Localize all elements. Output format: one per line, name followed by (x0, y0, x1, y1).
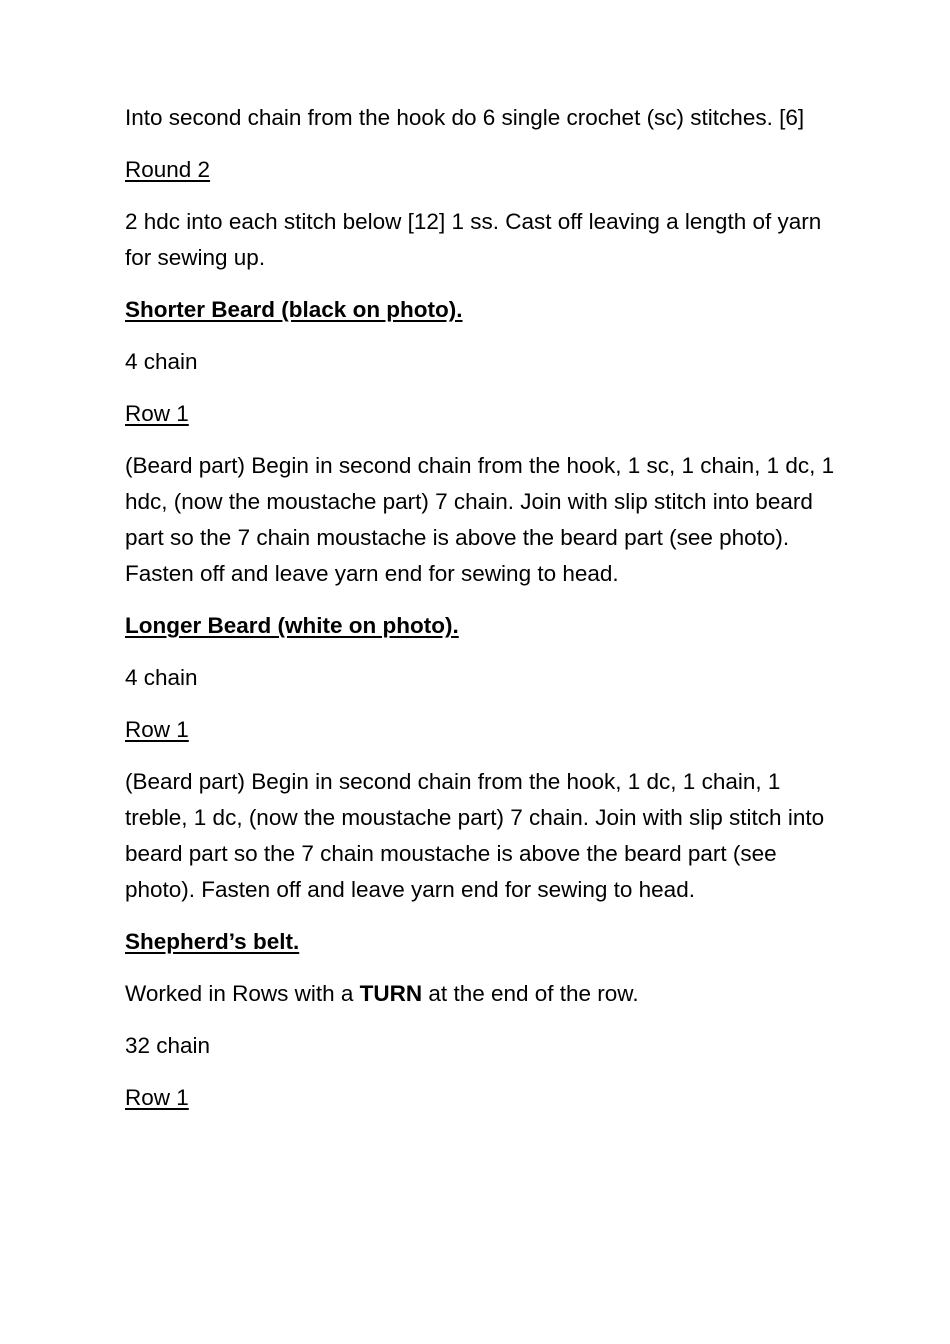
shorter-beard-row-label: Row 1 (125, 401, 189, 426)
rows-note-after: at the end of the row. (422, 981, 639, 1006)
shorter-beard-instruction: (Beard part) Begin in second chain from the hook, 1 sc, 1 chain, 1 dc, 1 hdc, (now the moustache part) 7 chain. Join with slip stitch into beard part so the 7 chain moustache is above the beard part (see photo). Fasten off and leave yarn end for sewing to head. (125, 453, 835, 586)
shepherds-belt-chain: 32 chain (125, 1033, 211, 1058)
round1-instruction: Into second chain from the hook do 6 single crochet (sc) stitches. [6] (125, 105, 805, 130)
document-page (125, 100, 835, 1132)
longer-beard-chain: 4 chain (125, 665, 198, 690)
round2-instruction: 2 hdc into each stitch below [12] 1 ss. Cast off leaving a length of yarn for sewing up. (125, 209, 822, 270)
rows-note-turn: TURN (359, 981, 423, 1006)
round2-label: Round 2 (125, 157, 211, 182)
shepherds-belt-heading: Shepherd’s belt. (125, 929, 300, 954)
shorter-beard-heading: Shorter Beard (black on photo). (125, 297, 463, 322)
shorter-beard-chain: 4 chain (125, 349, 198, 374)
longer-beard-heading: Longer Beard (white on photo). (125, 613, 459, 638)
rows-note-before: Worked in Rows with a (125, 981, 360, 1006)
longer-beard-row-label: Row 1 (125, 717, 189, 742)
shepherds-belt-row-label: Row 1 (125, 1085, 189, 1110)
shepherds-belt-rows-note (125, 976, 835, 1012)
longer-beard-instruction: (Beard part) Begin in second chain from the hook, 1 dc, 1 chain, 1 treble, 1 dc, (now the moustache part) 7 chain. Join with slip stitch into beard part so the 7 chain moustache is above the beard part (see photo). Fasten off and leave yarn end for sewing to head. (125, 769, 825, 902)
